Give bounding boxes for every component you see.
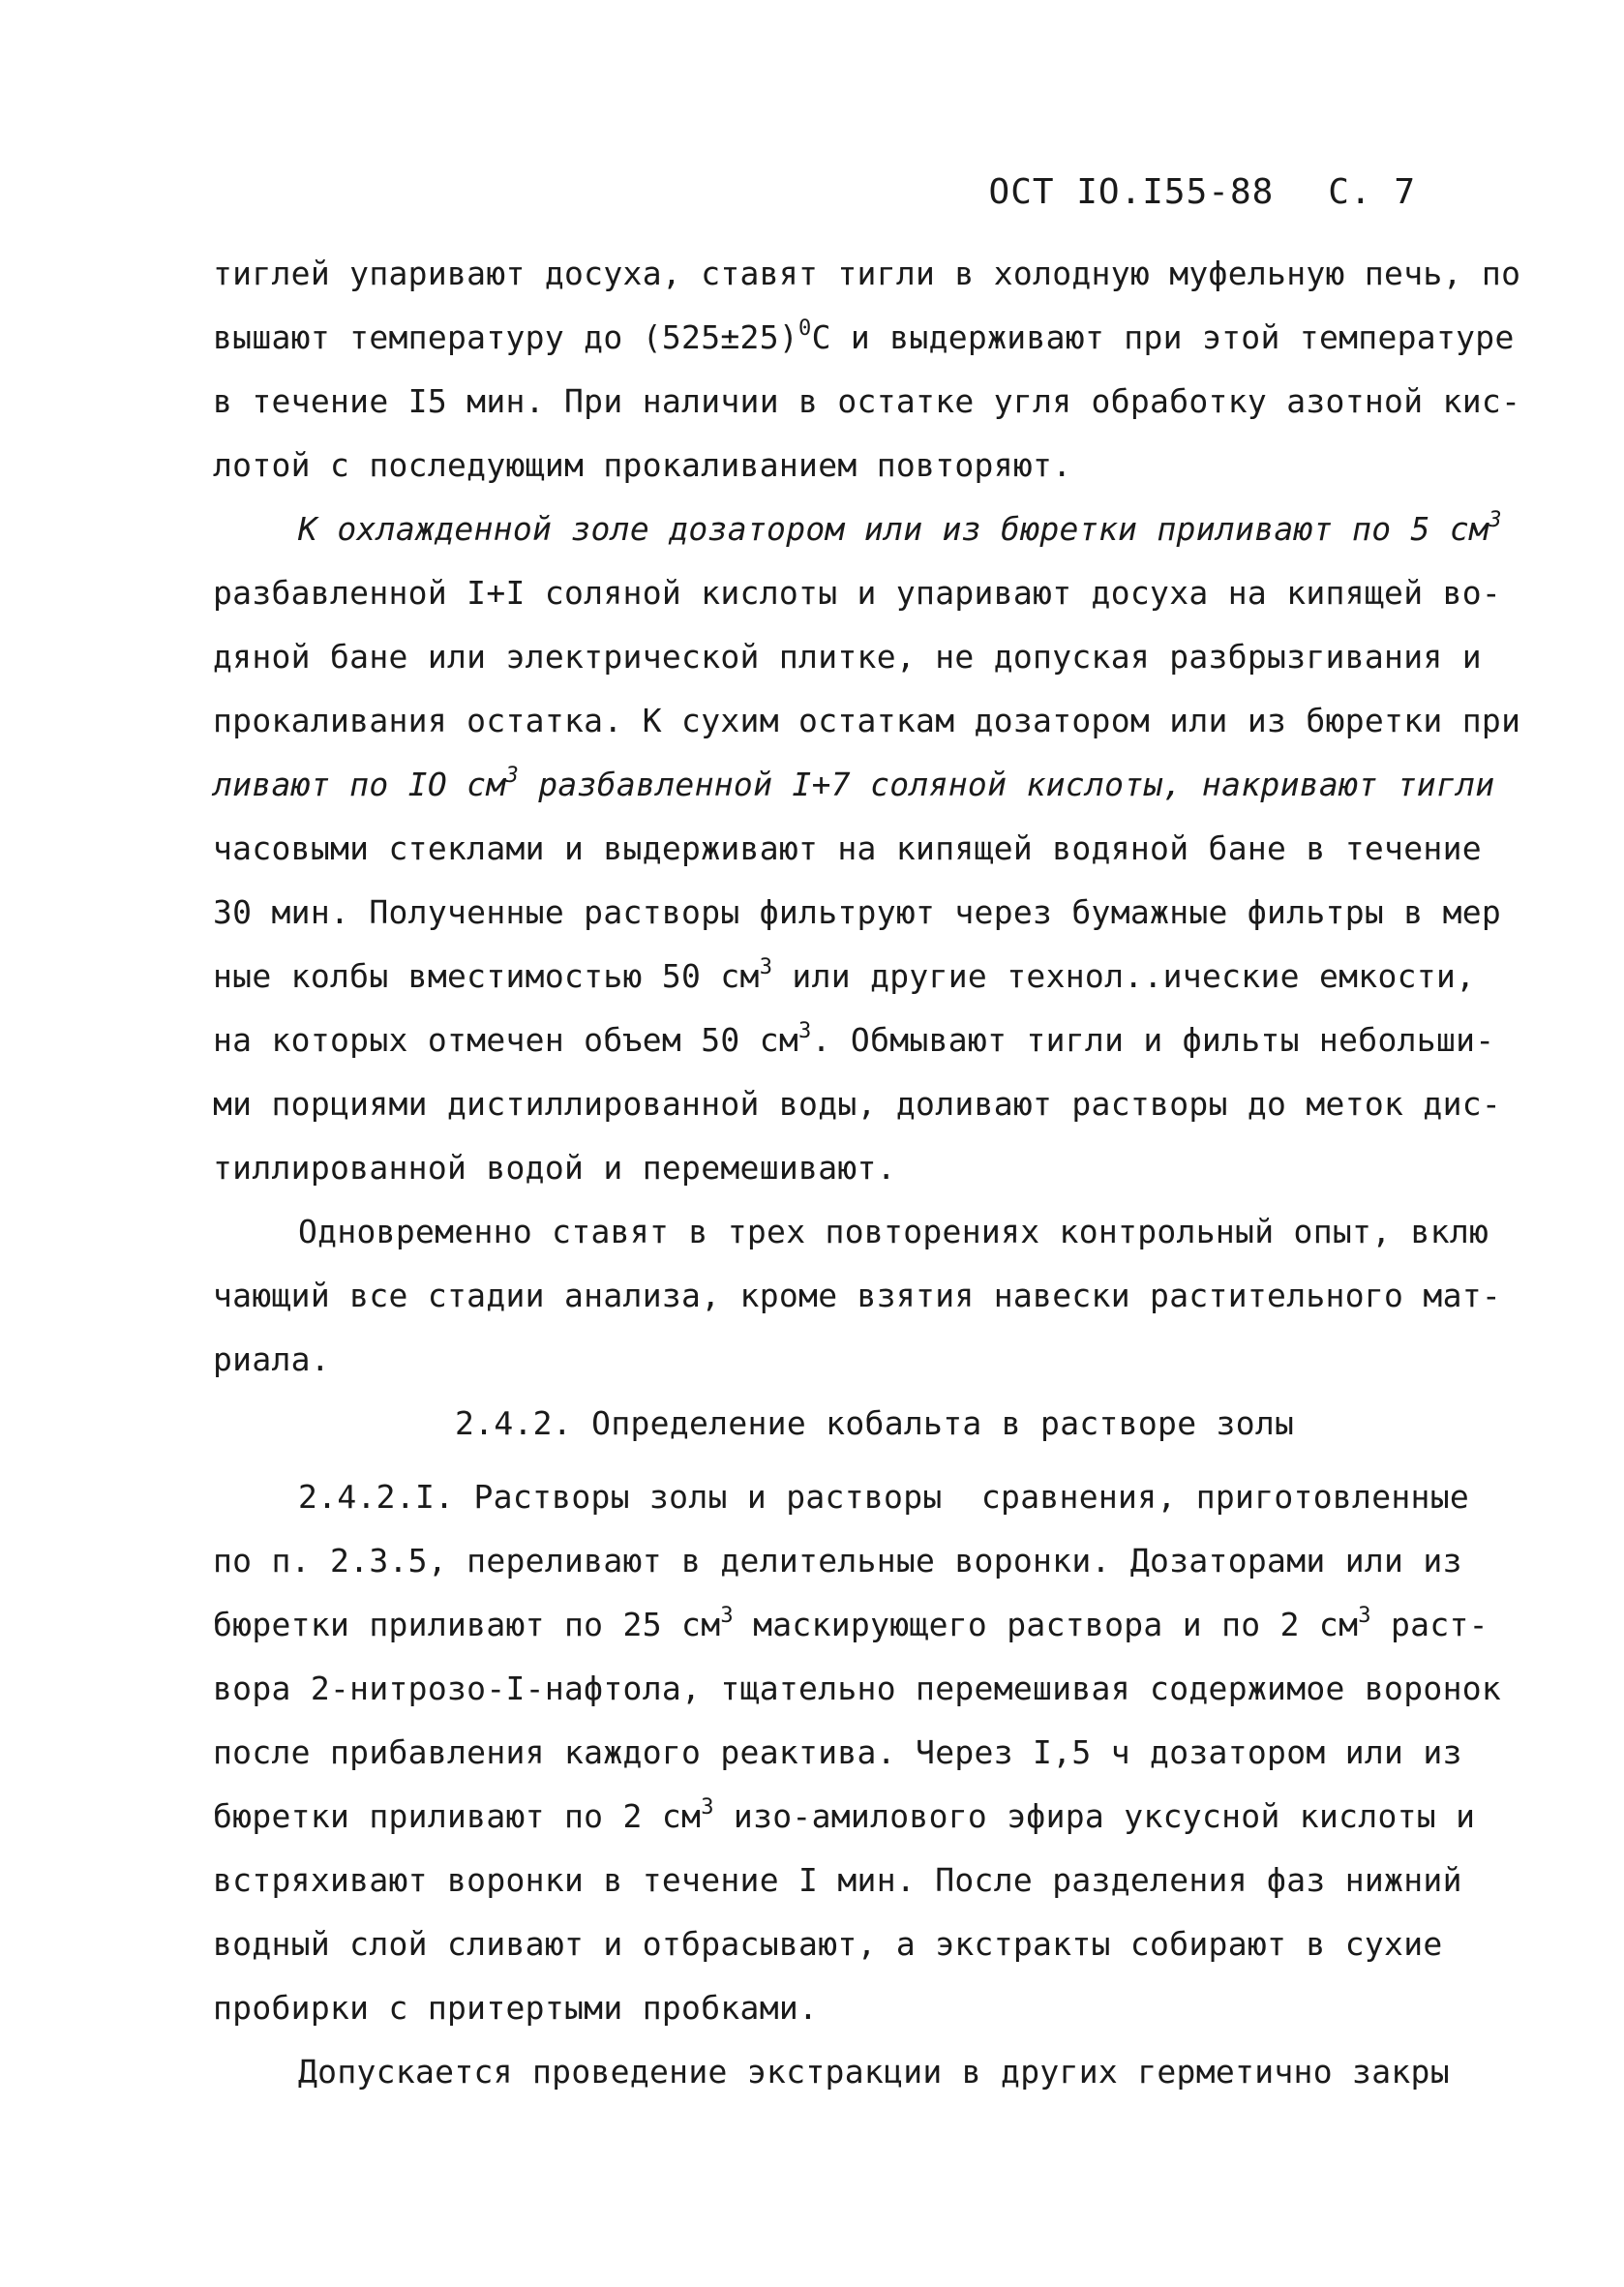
text-line: на которых отмечен объем 50 $см^3$. Обмывают тигли и фильты небольши-: [213, 1019, 1495, 1059]
text-line: тиглей упаривают досуха, ставят тигли в холодную муфельную печь, по: [213, 255, 1521, 292]
text-line: водный слой сливают и отбрасывают, а экстракты собирают в сухие: [213, 1925, 1443, 1963]
text-line: тиллированной водой и перемешивают.: [213, 1149, 896, 1187]
text-line: Одновременно ставят в трех повторениях контрольный опыт, вклю: [298, 1213, 1489, 1250]
text-line: бюретки приливают по 25 $см^3$ маскирующего раствора и по 2 $см^3$ раст-: [213, 1604, 1489, 1643]
text-line: в течение I5 мин. При наличии в остатке угля обработку азотной кис-: [213, 382, 1521, 420]
page-number: С. 7: [1328, 172, 1416, 212]
text-line: К охлажденной золе дозатором или из бюретки приливают по 5 $см^3$: [298, 508, 1502, 548]
text-line: бюретки приливают по 2 $см^3$ изо-амилового эфира уксусной кислоты и: [213, 1795, 1476, 1835]
text-line: Допускается проведение экстракции в других герметично закры: [298, 2053, 1450, 2091]
text-line: риала.: [213, 1340, 331, 1378]
section-heading: 2.4.2. Определение кобальта в растворе золы: [455, 1404, 1295, 1442]
text-line: прокаливания остатка. К сухим остаткам дозатором или из бюретки при: [213, 702, 1521, 739]
page-header: [989, 172, 1416, 212]
text-line: ми порциями дистиллированной воды, доливают растворы до меток дис-: [213, 1085, 1502, 1123]
text-line: ливают по IO $см^3$ разбавленной I+7 соляной кислоты, накривают тигли: [213, 764, 1495, 803]
text-line: дяной бане или электрической плитке, не допуская разбрызгивания и: [213, 638, 1482, 676]
text-line: встряхивают воронки в течение I мин. После разделения фаз нижний: [213, 1861, 1462, 1899]
text-line: ные колбы вместимостью 50 $см^3$ или другие технол..ические емкости,: [213, 955, 1476, 995]
text-line: 2.4.2.I. Растворы золы и растворы сравнения, приготовленные: [298, 1478, 1470, 1516]
text-line: лотой с последующим прокаливанием повторяют.: [213, 446, 1072, 484]
text-line: 30 мин. Полученные растворы фильтруют через бумажные фильтры в мер: [213, 893, 1502, 931]
text-line: по п. 2.3.5, переливают в делительные воронки. Дозаторами или из: [213, 1542, 1462, 1580]
standard-code: ОСТ IO.I55-88: [988, 172, 1275, 212]
text-line: вора 2-нитрозо-I-нафтола, тщательно перемешивая содержимое воронок: [213, 1670, 1502, 1707]
text-line: вышают температуру до $(525\pm 25)^0С$ и выдерживают при этой температуре: [213, 316, 1515, 356]
text-line: пробирки с притертыми пробками.: [213, 1989, 819, 2027]
text-line: чающий все стадии анализа, кроме взятия навески растительного мат-: [213, 1277, 1502, 1314]
text-line: разбавленной I+I соляной кислоты и упаривают досуха на кипящей во-: [213, 574, 1502, 612]
text-line: часовыми стеклами и выдерживают на кипящей водяной бане в течение: [213, 829, 1482, 867]
text-line: после прибавления каждого реактива. Через I,5 ч дозатором или из: [213, 1733, 1462, 1771]
